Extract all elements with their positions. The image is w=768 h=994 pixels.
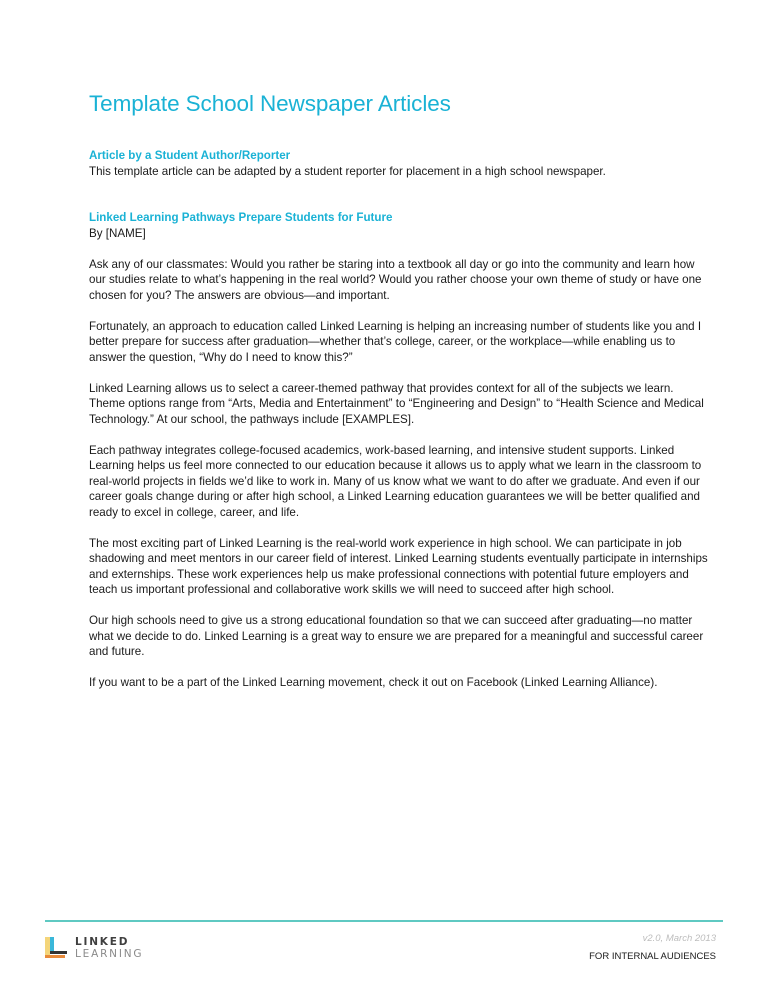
article-byline: By [NAME] [89,226,146,240]
logo-line-linked: LINKED [75,936,130,948]
linked-learning-logo [44,936,143,960]
linked-learning-logo-icon [44,936,68,960]
version-label: v2.0, March 2013 [642,933,716,944]
article-paragraph-6: Our high schools need to give us a strong educational foundation so that we can succeed after graduating—no matter what we decide to do. Linked Learning is a great way to ensure we are prepared for a meaningful and successful career and future. [89,614,704,658]
spacer [89,179,709,210]
article-paragraph-2: Fortunately, an approach to education called Linked Learning is helping an increasing number of students like you and I better prepare for success after graduation—whether that’s college, career, or the workplace—while enabling us to answer the question, “Why do I need to know this?” [89,319,702,364]
logo-wordmark [75,936,143,960]
section-description: This template article can be adapted by a student reporter for placement in a high school newspaper. [89,164,606,178]
article-paragraph-3: Linked Learning allows us to select a career-themed pathway that provides context for all of the subjects we learn. Theme options range from “Arts, Media and Entertainment” to “Engineering and Design” to “Health Science and Medical Technology.” At our school, the pathways include [EXAMPLES]. [89,381,704,426]
section-heading: Article by a Student Author/Reporter [89,149,291,162]
article-paragraph-4: Each pathway integrates college-focused academics, work-based learning, and intensive student supports. Linked Learning helps us feel more connected to our education because it allows us to apply what we learn in the classroom to real-world projects in fields we’d like to work in. Many of us know what we want to do after we graduate. And even if our career goals change during or after high school, a Linked Learning education guarantees we will be better qualified and ready to excel in college, career, and life. [89,443,702,519]
footer-divider [45,920,723,922]
article-headline: Linked Learning Pathways Prepare Students for Future [89,211,393,224]
page-title: Template School Newspaper Articles [89,91,451,116]
audience-label: FOR INTERNAL AUDIENCES [589,951,716,962]
document-body [89,148,709,706]
article-paragraph-7: If you want to be a part of the Linked Learning movement, check it out on Facebook (Linked Learning Alliance). [89,676,658,689]
article-paragraph-1: Ask any of our classmates: Would you rather be staring into a textbook all day or go into the community and learn how our studies relate to what’s happening in the real world? Would you rather choose your own theme of study or have one chosen for you? The answers are obvious—and important. [89,257,702,302]
article-paragraph-5: The most exciting part of Linked Learning is the real-world work experience in high school. We can participate in job shadowing and meet mentors in our career field of interest. Linked Learning students eventually participate in internships and externships. These work experiences help us make professional connections with potential future employers and teach us important professional and collaborative work skills we will need to succeed after high school. [89,536,708,596]
logo-line-learning: LEARNING [75,948,144,960]
spacer [89,241,709,257]
